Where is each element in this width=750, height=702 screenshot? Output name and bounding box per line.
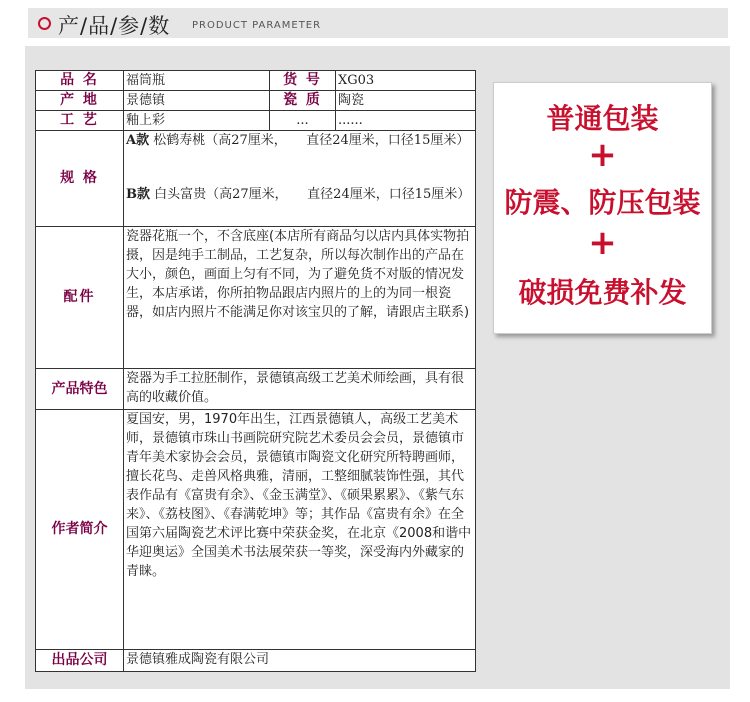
name-label: 品 名 bbox=[36, 71, 124, 91]
spec-a-text: 松鹤寿桃（高27厘米， 直径24厘米，口径15厘米） bbox=[149, 133, 470, 148]
parameter-table bbox=[35, 70, 476, 672]
table-row bbox=[36, 650, 476, 672]
circle-icon bbox=[38, 17, 51, 30]
company-label: 出品公司 bbox=[36, 650, 124, 672]
material-label: 瓷 质 bbox=[270, 91, 336, 111]
feature-value: 瓷器为手工拉胚制作，景德镇高级工艺美术师绘画，具有很高的收藏价值。 bbox=[124, 369, 476, 410]
table-row bbox=[36, 111, 476, 131]
author-label: 作者简介 bbox=[36, 410, 124, 650]
promo-line-standard-packaging: 普通包装 bbox=[546, 102, 659, 135]
promo-line-shockproof-packaging: 防震、防压包装 bbox=[504, 186, 701, 219]
table-row bbox=[36, 131, 476, 227]
origin-label: 产 地 bbox=[36, 91, 124, 111]
section-subtitle: PRODUCT PARAMETER bbox=[192, 20, 322, 31]
craft-value: 釉上彩 bbox=[124, 111, 270, 131]
code-label: 货 号 bbox=[270, 71, 336, 91]
table-row bbox=[36, 71, 476, 91]
material-value: 陶瓷 bbox=[336, 91, 476, 111]
accessory-label: 配件 bbox=[36, 227, 124, 369]
craft-extra-1: ... bbox=[270, 111, 336, 131]
code-value: XG03 bbox=[336, 71, 476, 91]
spec-b-tag: B款 bbox=[126, 187, 150, 202]
table-row bbox=[36, 227, 476, 369]
origin-value: 景德镇 bbox=[124, 91, 270, 111]
author-value: 夏国安，男，1970年出生，江西景德镇人，高级工艺美术师，景德镇市珠山书画院研究院艺术委员会会员，景德镇市青年美术家协会会员，景德镇市陶瓷文化研究所特聘画师，擅长花鸟、走兽风格典雅，清丽，工整细腻装饰性强，其代表作品有《富贵有余》、《金玉满堂》、《硕果累累》、《紫气东来》、《荔枝图》、《春满乾坤》等；其作品《富贵有余》在全国第六届陶瓷艺术评比赛中荣获金奖，在北京《2008和谐中华迎奥运》全国美术书法展荣获一等奖，深受海内外藏家的青睐。 bbox=[124, 410, 476, 650]
plus-icon: + bbox=[588, 135, 617, 175]
promo-line-free-replacement: 破损免费补发 bbox=[518, 276, 687, 309]
plus-icon: + bbox=[588, 223, 617, 263]
name-value: 福筒瓶 bbox=[124, 71, 270, 91]
feature-label: 产品特色 bbox=[36, 369, 124, 410]
table-row bbox=[36, 91, 476, 111]
spec-a-tag: A款 bbox=[126, 133, 150, 148]
section-header bbox=[28, 8, 728, 38]
packaging-promo-banner bbox=[493, 82, 712, 334]
table-row bbox=[36, 369, 476, 410]
company-value: 景德镇雅成陶瓷有限公司 bbox=[124, 650, 476, 672]
spec-label: 规 格 bbox=[36, 131, 124, 227]
spec-value bbox=[124, 131, 476, 227]
craft-extra-2: ...... bbox=[336, 111, 476, 131]
spec-b-text: 白头富贵（高27厘米， 直径24厘米，口径15厘米） bbox=[150, 187, 471, 202]
table-row bbox=[36, 410, 476, 650]
accessory-value: 瓷器花瓶一个，不含底座(本店所有商品匀以店内具体实物拍摄，因是纯手工制品，工艺复杂，所以每次制作出的产品在大小，颜色，画面上匀有不同，为了避免货不对版的情况发生，本店承诺，你所拍物品跟店内照片的上的为同一根瓷器，如店内照片不能满足你对该宝贝的了解，请跟店主联系) bbox=[124, 227, 476, 369]
section-title: 产/品/参/数 bbox=[58, 14, 171, 38]
craft-label: 工 艺 bbox=[36, 111, 124, 131]
